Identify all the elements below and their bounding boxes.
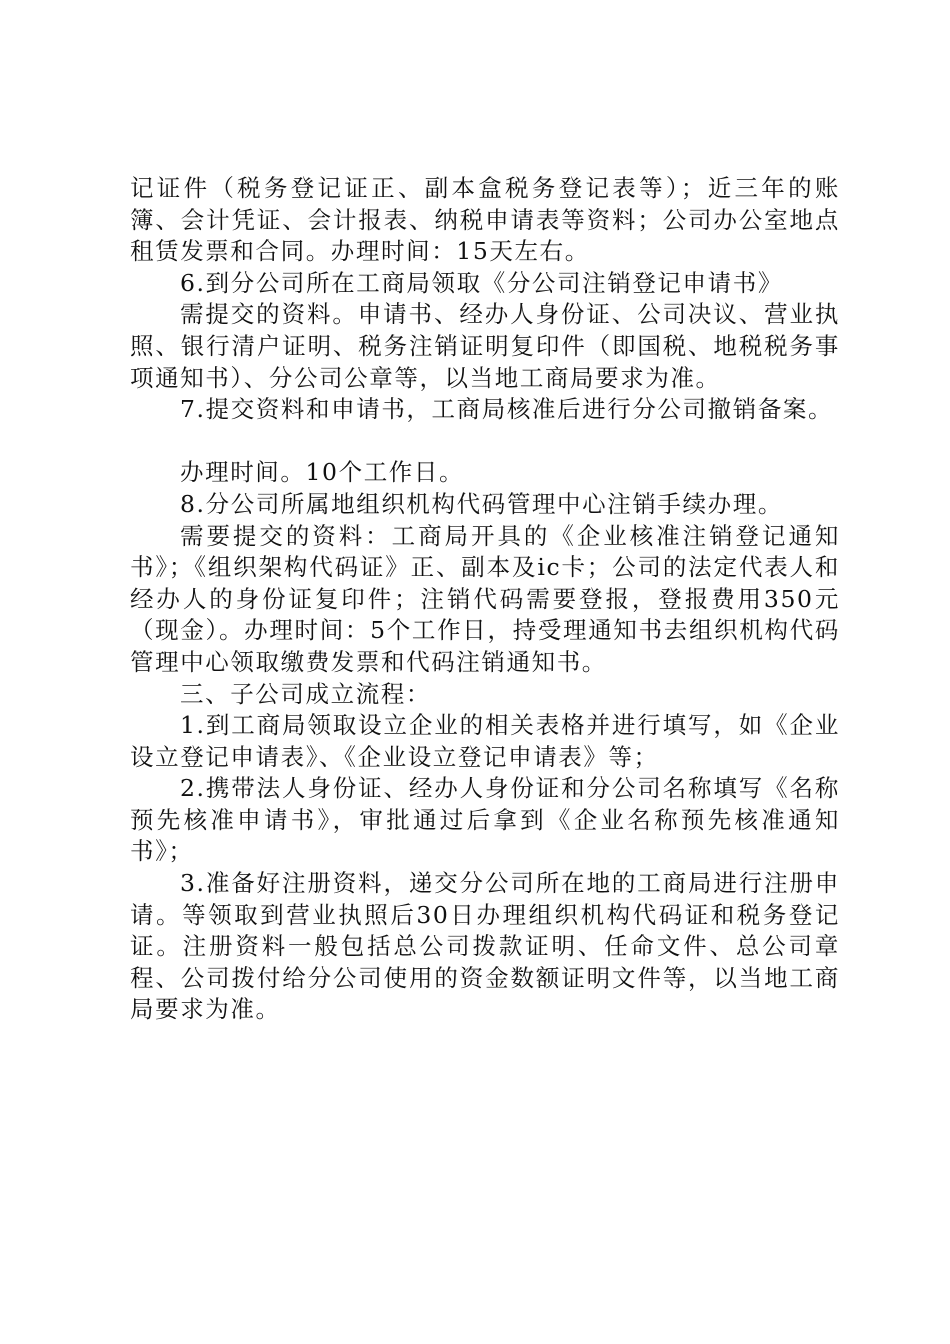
paragraph-subsidiary-step-1: 1.到工商局领取设立企业的相关表格并进行填写，如《企业设立登记申请表》、《企业设立登记申请表》等； (130, 711, 840, 771)
paragraph-step-8-materials: 需要提交的资料：工商局开具的《企业核准注销登记通知书》；《组织架构代码证》正、副本及ic卡；公司的法定代表人和经办人的身份证复印件；注销代码需要登报，登报费用350元（现金）。办理时间：5个工作日，持受理通知书去组织机构代码管理中心领取缴费发票和代码注销通知书。 (130, 521, 840, 676)
paragraph-step-6: 6.到分公司所在工商局领取《分公司注销登记申请书》 (180, 268, 783, 297)
document-page (130, 173, 840, 1026)
paragraph-step-7-time: 办理时间。10个工作日。 (180, 458, 465, 487)
paragraph-step-8: 8.分公司所属地组织机构代码管理中心注销手续办理。 (180, 489, 783, 518)
paragraph-subsidiary-step-2: 2.携带法人身份证、经办人身份证和分公司名称填写《名称预先核准申请书》，审批通过后拿到《企业名称预先核准通知书》； (130, 774, 840, 866)
paragraph-step-7: 7.提交资料和申请书，工商局核准后进行分公司撤销备案。 (180, 395, 834, 424)
paragraph-continuation: 记证件（税务登记证正、副本盒税务登记表等）；近三年的账簿、会计凭证、会计报表、纳税申请表等资料；公司办公室地点租赁发票和合同。办理时间：15天左右。 (130, 174, 840, 266)
paragraph-subsidiary-step-3: 3.准备好注册资料，递交分公司所在地的工商局进行注册申请。等领取到营业执照后30日办理组织机构代码证和税务登记证。注册资料一般包括总公司拨款证明、任命文件、总公司章程、公司拨付给分公司使用的资金数额证明文件等，以当地工商局要求为准。 (130, 869, 840, 1024)
paragraph-step-6-materials: 需提交的资料。申请书、经办人身份证、公司决议、营业执照、银行清户证明、税务注销证明复印件（即国税、地税税务事项通知书）、分公司公章等，以当地工商局要求为准。 (130, 300, 840, 392)
section-heading-subsidiary: 三、子公司成立流程： (180, 679, 431, 708)
